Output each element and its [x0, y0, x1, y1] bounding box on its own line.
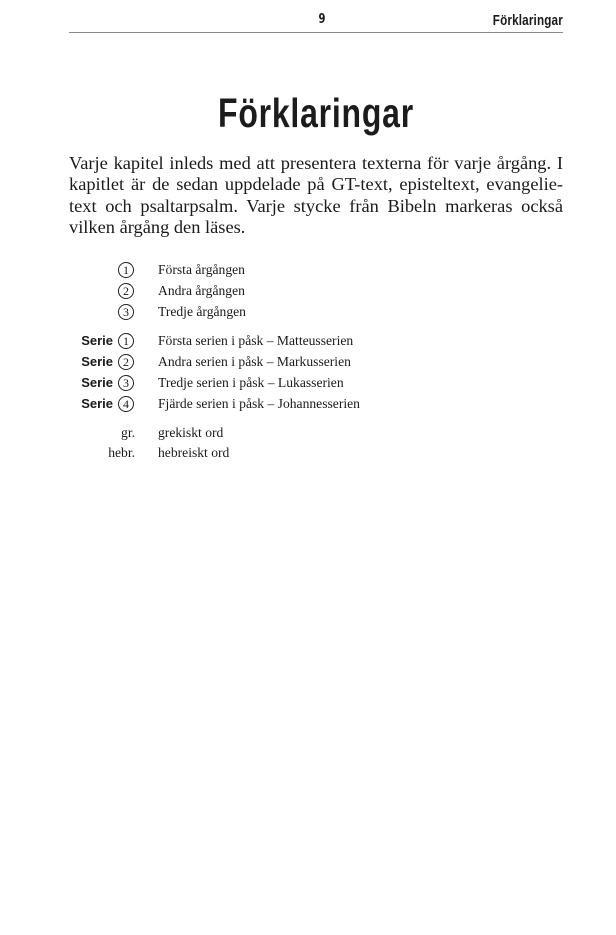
legend-row-abbreviation [0, 423, 616, 443]
circled-number-icon: 3 [118, 375, 134, 391]
legend-row-abbreviation [0, 443, 616, 463]
circled-number-icon: 1 [118, 262, 134, 278]
series-label: Serie [81, 396, 113, 411]
legend-description: Fjärde serien i påsk – Johannesserien [158, 396, 360, 411]
abbreviation: hebr. [108, 445, 135, 460]
legend-row-year [0, 260, 616, 280]
abbreviation: gr. [121, 425, 135, 440]
legend-row-series [0, 394, 616, 414]
legend-row-series [0, 373, 616, 393]
legend-description: Tredje serien i påsk – Lukasserien [158, 375, 344, 390]
legend-row-series [0, 331, 616, 351]
circled-number-icon: 2 [118, 283, 134, 299]
legend-row-series [0, 352, 616, 372]
intro-line: kapitlet är de sedan uppdelade på GT-text, episteltext, evangelie- [69, 174, 563, 195]
legend-description: Tredje årgången [158, 304, 246, 319]
page-header [69, 8, 563, 33]
intro-line: vilken årgång den läses. [69, 216, 246, 237]
circled-number-icon: 2 [118, 354, 134, 370]
series-label: Serie [81, 375, 113, 390]
legend-description: hebreiskt ord [158, 445, 230, 460]
circled-number-icon: 4 [118, 396, 134, 412]
circled-number-icon: 3 [118, 304, 134, 320]
chapter-title: Förklaringar [218, 90, 414, 136]
page-number: 9 [318, 12, 326, 27]
series-label: Serie [81, 354, 113, 369]
intro-line: text och psaltarpsalm. Varje stycke från Bibeln markeras också [69, 195, 563, 216]
legend-description: Andra serien i påsk – Markusserien [158, 354, 351, 369]
intro-line: Varje kapitel inleds med att presentera texterna för varje årgång. I [69, 153, 563, 173]
legend-row-year [0, 281, 616, 301]
series-label: Serie [81, 333, 113, 348]
legend-description: grekiskt ord [158, 425, 224, 440]
circled-number-icon: 1 [118, 333, 134, 349]
running-title: Förklaringar [492, 12, 563, 29]
legend-row-year [0, 302, 616, 322]
legend-description: Andra årgången [158, 283, 245, 298]
legend-description: Första serien i påsk – Matteusserien [158, 333, 354, 348]
legend-description: Första årgången [158, 262, 245, 277]
intro-paragraph [69, 153, 563, 238]
